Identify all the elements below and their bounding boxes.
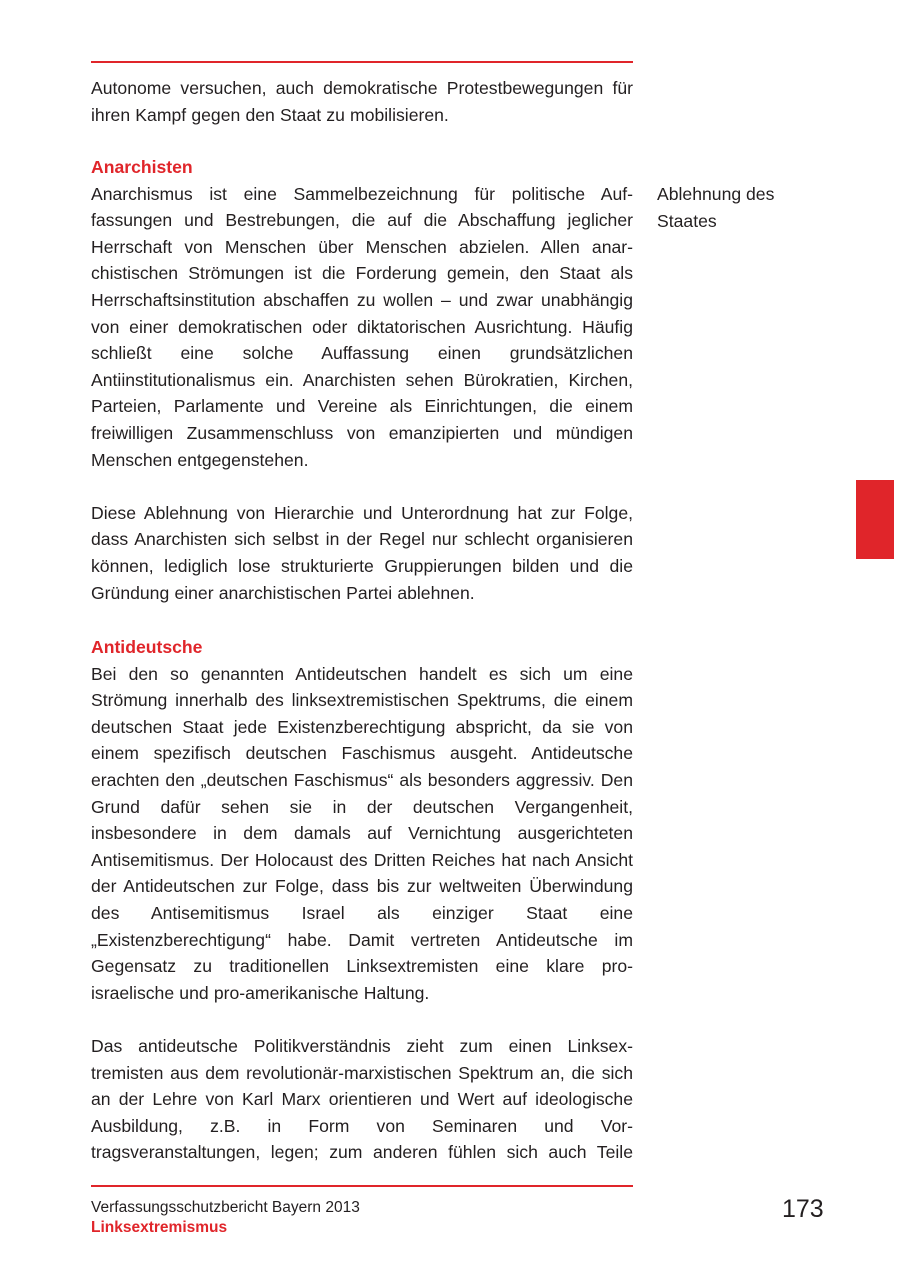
page-number: 173 [782,1195,824,1223]
footer-publication: Verfassungsschutzbericht Bayern 2013 [91,1199,360,1216]
section-antideutsche [91,634,633,1166]
intro-block [91,75,633,128]
anarchisten-paragraph-2: Diese Ablehnung von Hierarchie und Unterordnung hat zur Folge, dass Anarchisten sich selbst in der Regel nur schlecht organisieren können, lediglich lose strukturierte Gruppierungen bilden und die Gründung einer anarchistischen Partei ablehnen. [91,502,633,603]
section-heading-anarchisten: Anarchisten [91,157,193,177]
section-heading-antideutsche: Antideutsche [91,637,203,657]
bottom-rule [91,1185,633,1187]
anarchisten-paragraph-1: Anarchismus ist eine Sammelbezeichnung für politische Auffassungen und Bestrebungen, die auf die Abschaffung jeglicher Herrschaft von Menschen über Menschen abzielen. Allen anarchistischen Strömungen ist die Forderung gemein, den Staat als Herrschaftsinstitution abschaffen zu wollen – und zwar unabhängig von einer demokratischen oder diktatorischen Ausrichtung. Häufig schließt eine solche Auffassung einen grundsätzlichen Antiinstitutionalismus ein. Anarchisten sehen Bürokratien, Kirchen, Parteien, Parlamente und Vereine als Einrichtungen, die einem freiwilligen Zusammenschluss von emanzipierten und mündigen Menschen entgegenstehen. [91,183,633,470]
margin-note: Ablehnung des Staates [657,184,775,231]
top-rule [91,61,633,63]
intro-paragraph: Autonome versuchen, auch demokratische Protestbewegungen für ihren Kampf gegen den Staat zu mobilisieren. [91,78,633,125]
chapter-tab-marker [856,480,894,559]
footer-section: Linksextremismus [91,1219,228,1236]
antideutsche-paragraph-1: Bei den so genannten Antideutschen handelt es sich um eine Strömung innerhalb des linksextremistischen Spektrums, die einem deutschen Staat jede Existenzberechtigung abspricht, da sie von einem spezifisch deutschen Faschismus ausgeht. Antideutsche erachten den „deutschen Faschismus“ als besonders aggressiv. Den Grund dafür sehen sie in der deutschen Vergangenheit, insbesondere in dem damals auf Vernichtung ausgerichteten Antisemitismus. Der Holocaust des Dritten Reiches hat nach Ansicht der Antideutschen zur Folge, dass bis zur weltweiten Überwindung des Antisemitismus Israel als einziger Staat eine „Existenzberechtigung“ habe. Damit vertreten Antideutsche im Gegensatz zu traditionellen Linksextremisten eine klare pro-israelische und pro-amerikanische Haltung. [91,663,633,1003]
section-anarchisten [91,154,633,606]
antideutsche-paragraph-2: Das antideutsche Politikverständnis zieht zum einen Linksextremisten aus dem revolutionär-marxistischen Spektrum an, die sich an der Lehre von Karl Marx orientieren und Wert auf ideologische Ausbildung, z.B. in Form von Seminaren und Vortragsveranstaltungen, legen; zum anderen fühlen sich auch Teile [91,1035,633,1163]
